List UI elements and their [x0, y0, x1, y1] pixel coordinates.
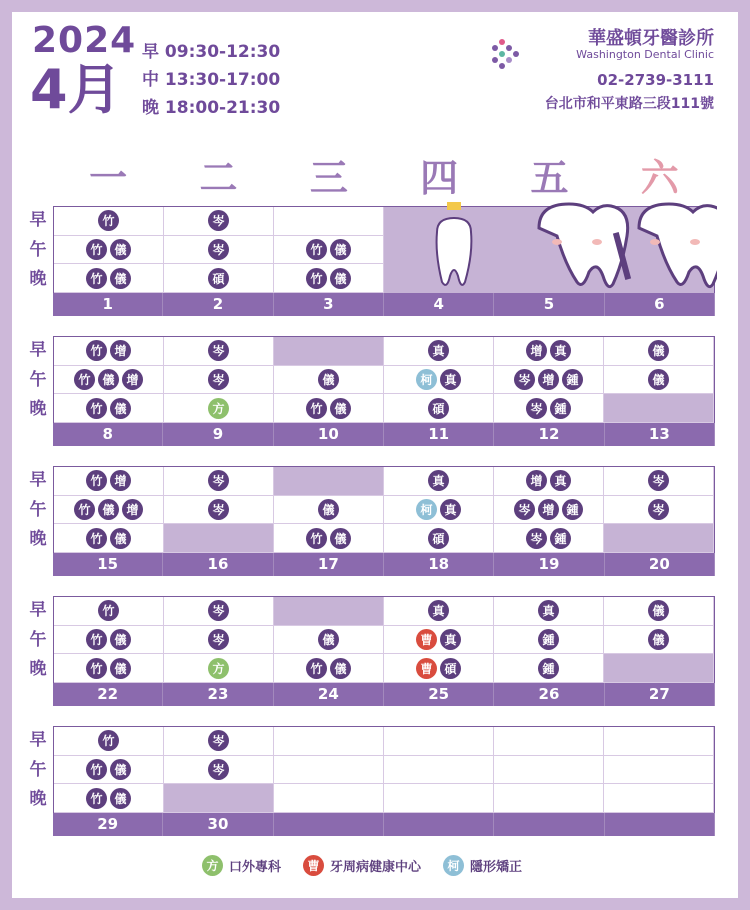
date-number: 22 — [53, 683, 163, 706]
schedule-cell — [54, 496, 164, 525]
doctor-badge: 儀 — [330, 528, 351, 549]
schedule-cell — [164, 467, 274, 496]
gift-tooth-icon — [437, 202, 472, 285]
date-number: 12 — [494, 423, 604, 446]
schedule-page — [12, 12, 738, 898]
doctor-badge: 竹 — [86, 470, 107, 491]
slot-label: 晚 — [29, 399, 47, 419]
week-grid — [53, 596, 715, 684]
schedule-cell — [604, 626, 714, 655]
schedule-cell — [164, 394, 274, 423]
schedule-cell — [54, 756, 164, 785]
date-number: 20 — [605, 553, 715, 576]
schedule-cell — [274, 496, 384, 525]
doctor-badge: 儀 — [110, 759, 131, 780]
slot-labels — [26, 206, 50, 295]
month-label: 4月 — [30, 58, 122, 121]
schedule-cell — [54, 394, 164, 423]
doctor-badge: 柯 — [416, 499, 437, 520]
clinic-info — [545, 24, 714, 113]
doctor-badge: 岑 — [208, 369, 229, 390]
schedule-cell — [494, 626, 604, 655]
doctor-badge: 岑 — [208, 499, 229, 520]
legend-item — [303, 855, 421, 876]
doctor-badge: 鍾 — [538, 629, 559, 650]
doctor-badge: 方 — [208, 658, 229, 679]
date-number: 1 — [53, 293, 163, 316]
legend-item — [443, 855, 522, 876]
schedule-cell — [384, 496, 494, 525]
date-number: 11 — [384, 423, 494, 446]
schedule-cell — [164, 597, 274, 626]
schedule-cell — [384, 337, 494, 366]
slot-label: 午 — [29, 239, 47, 260]
doctor-badge: 真 — [440, 369, 461, 390]
clinic-logo-icon — [487, 34, 527, 74]
doctor-badge: 竹 — [74, 499, 95, 520]
weekday-header — [53, 147, 715, 202]
date-number: 30 — [163, 813, 273, 836]
hours-afternoon: 中 13:30-17:00 — [142, 70, 281, 90]
doctor-badge: 岑 — [526, 398, 547, 419]
doctor-badge: 儀 — [648, 600, 669, 621]
schedule-cell — [494, 467, 604, 496]
doctor-badge: 岑 — [648, 499, 669, 520]
date-number — [605, 813, 715, 836]
doctor-badge: 儀 — [318, 369, 339, 390]
doctor-badge: 儀 — [110, 528, 131, 549]
legend-label: 口外專科 — [229, 860, 282, 875]
doctor-badge: 岑 — [208, 730, 229, 751]
doctor-badge: 鍾 — [562, 499, 583, 520]
doctor-badge: 儀 — [110, 398, 131, 419]
slot-label: 晚 — [29, 659, 47, 679]
slot-label: 早 — [29, 340, 47, 360]
doctor-badge: 岑 — [208, 759, 229, 780]
date-number: 25 — [384, 683, 494, 706]
weekday-sat: 六 — [640, 156, 679, 200]
slot-label: 早 — [29, 470, 47, 490]
tooth-with-brush-icon — [539, 204, 631, 287]
schedule-cell — [494, 337, 604, 366]
slot-label: 晚 — [29, 269, 47, 289]
doctor-badge: 鍾 — [550, 528, 571, 549]
slot-labels — [26, 336, 50, 425]
doctor-badge: 竹 — [86, 239, 107, 260]
schedule-cell — [164, 236, 274, 265]
schedule-cell — [274, 264, 384, 293]
schedule-cell — [274, 207, 384, 236]
schedule-cell — [384, 597, 494, 626]
doctor-badge: 曹 — [416, 629, 437, 650]
schedule-cell — [274, 756, 384, 785]
week-grid — [53, 726, 715, 814]
schedule-cell — [604, 467, 714, 496]
schedule-cell — [494, 756, 604, 785]
schedule-cell — [274, 626, 384, 655]
schedule-cell — [384, 524, 494, 553]
schedule-cell — [604, 654, 714, 683]
schedule-cell — [604, 784, 714, 813]
schedule-cell — [274, 727, 384, 756]
schedule-cell — [384, 756, 494, 785]
doctor-badge: 鍾 — [550, 398, 571, 419]
clinic-phone: 02-2739-3111 — [597, 71, 714, 89]
date-number: 17 — [274, 553, 384, 576]
schedule-cell — [384, 467, 494, 496]
schedule-cell — [274, 524, 384, 553]
doctor-badge: 真 — [538, 600, 559, 621]
slot-label: 早 — [29, 730, 47, 750]
weekday-wed: 三 — [309, 156, 348, 200]
hours-morning: 早 09:30-12:30 — [142, 42, 281, 62]
schedule-cell — [494, 366, 604, 395]
weekday-tue: 二 — [199, 156, 238, 200]
schedule-cell — [54, 467, 164, 496]
doctor-badge: 儀 — [98, 369, 119, 390]
doctor-badge: 增 — [538, 369, 559, 390]
date-number: 8 — [53, 423, 163, 446]
weekday-thu: 四 — [420, 156, 459, 200]
doctor-badge: 增 — [110, 340, 131, 361]
doctor-badge: 岑 — [208, 210, 229, 231]
date-number — [384, 813, 494, 836]
doctor-badge: 竹 — [74, 369, 95, 390]
doctor-badge: 岑 — [648, 470, 669, 491]
doctor-badge: 竹 — [306, 658, 327, 679]
date-number: 13 — [605, 423, 715, 446]
schedule-cell — [54, 727, 164, 756]
doctor-badge: 竹 — [98, 600, 119, 621]
doctor-badge: 真 — [440, 629, 461, 650]
schedule-cell — [54, 784, 164, 813]
schedule-cell — [604, 394, 714, 423]
schedule-cell — [54, 236, 164, 265]
schedule-cell — [274, 654, 384, 683]
schedule-cell — [54, 264, 164, 293]
slot-label: 午 — [29, 369, 47, 390]
doctor-badge: 竹 — [86, 658, 107, 679]
schedule-cell — [164, 496, 274, 525]
doctor-badge: 鍾 — [538, 658, 559, 679]
doctor-badge: 碩 — [208, 268, 229, 289]
slot-labels — [26, 726, 50, 815]
legend-label: 隱形矯正 — [470, 860, 523, 875]
schedule-cell — [384, 394, 494, 423]
date-number: 16 — [163, 553, 273, 576]
schedule-cell — [164, 784, 274, 813]
doctor-badge: 柯 — [416, 369, 437, 390]
schedule-cell — [54, 524, 164, 553]
doctor-badge: 儀 — [648, 629, 669, 650]
week-grid — [53, 466, 715, 554]
schedule-cell — [494, 394, 604, 423]
doctor-badge: 竹 — [86, 340, 107, 361]
slot-label: 午 — [29, 629, 47, 650]
schedule-cell — [274, 467, 384, 496]
clinic-address: 台北市和平東路三段111號 — [544, 96, 714, 112]
clinic-name: 華盛頓牙醫診所 — [588, 28, 714, 49]
doctor-badge: 方 — [208, 398, 229, 419]
schedule-cell — [164, 626, 274, 655]
schedule-cell — [604, 597, 714, 626]
schedule-cell — [494, 597, 604, 626]
date-bar — [53, 423, 715, 446]
doctor-badge: 竹 — [306, 398, 327, 419]
date-number: 18 — [384, 553, 494, 576]
schedule-cell — [54, 207, 164, 236]
schedule-cell — [384, 654, 494, 683]
happy-tooth-icon — [639, 204, 717, 287]
doctor-badge: 真 — [550, 340, 571, 361]
doctor-badge: 增 — [526, 470, 547, 491]
week-grid — [53, 336, 715, 424]
date-number: 29 — [53, 813, 163, 836]
doctor-badge: 碩 — [428, 528, 449, 549]
doctor-badge: 曹 — [416, 658, 437, 679]
schedule-cell — [54, 366, 164, 395]
clinic-hours — [142, 38, 280, 122]
schedule-cell — [164, 524, 274, 553]
schedule-cell — [604, 727, 714, 756]
doctor-badge: 儀 — [110, 658, 131, 679]
doctor-badge: 岑 — [208, 470, 229, 491]
doctor-badge: 鍾 — [562, 369, 583, 390]
schedule-cell — [274, 236, 384, 265]
doctor-badge: 儀 — [110, 788, 131, 809]
date-number: 15 — [53, 553, 163, 576]
schedule-cell — [164, 727, 274, 756]
schedule-cell — [274, 597, 384, 626]
schedule-cell — [494, 784, 604, 813]
doctor-badge: 真 — [550, 470, 571, 491]
doctor-badge: 岑 — [208, 239, 229, 260]
doctor-badge: 儀 — [330, 658, 351, 679]
doctor-badge: 竹 — [86, 788, 107, 809]
schedule-cell — [604, 496, 714, 525]
doctor-badge: 岑 — [208, 629, 229, 650]
doctor-badge: 岑 — [208, 600, 229, 621]
schedule-cell — [54, 654, 164, 683]
date-number — [274, 813, 384, 836]
doctor-badge: 儀 — [330, 268, 351, 289]
schedule-cell — [274, 784, 384, 813]
doctor-badge: 碩 — [440, 658, 461, 679]
doctor-badge: 真 — [428, 470, 449, 491]
slot-labels — [26, 466, 50, 555]
doctor-badge: 儀 — [318, 629, 339, 650]
schedule-cell — [384, 727, 494, 756]
schedule-cell — [164, 366, 274, 395]
schedule-cell — [604, 756, 714, 785]
schedule-cell — [384, 784, 494, 813]
year-label: 2024 — [32, 20, 137, 61]
weekday-mon: 一 — [89, 156, 128, 200]
slot-label: 早 — [29, 600, 47, 620]
schedule-cell — [384, 626, 494, 655]
schedule-cell — [494, 727, 604, 756]
schedule-cell — [164, 756, 274, 785]
date-number: 6 — [605, 293, 715, 316]
date-number: 3 — [274, 293, 384, 316]
schedule-cell — [164, 264, 274, 293]
tooth-mascots-illustration — [397, 202, 717, 297]
slot-label: 晚 — [29, 529, 47, 549]
doctor-badge: 儀 — [110, 629, 131, 650]
date-number: 9 — [163, 423, 273, 446]
date-number: 23 — [163, 683, 273, 706]
doctor-badge: 岑 — [526, 528, 547, 549]
schedule-cell — [494, 524, 604, 553]
doctor-badge: 竹 — [86, 268, 107, 289]
doctor-badge: 竹 — [98, 730, 119, 751]
doctor-badge: 儀 — [98, 499, 119, 520]
date-number: 2 — [163, 293, 273, 316]
date-number: 24 — [274, 683, 384, 706]
doctor-badge: 真 — [428, 600, 449, 621]
slot-labels — [26, 596, 50, 685]
date-number — [494, 813, 604, 836]
schedule-cell — [164, 337, 274, 366]
schedule-cell — [604, 337, 714, 366]
legend — [202, 855, 522, 876]
schedule-cell — [604, 366, 714, 395]
doctor-badge: 儀 — [330, 398, 351, 419]
doctor-badge: 竹 — [86, 528, 107, 549]
schedule-cell — [54, 597, 164, 626]
doctor-badge: 岑 — [514, 499, 535, 520]
date-number: 5 — [494, 293, 604, 316]
doctor-badge: 儀 — [330, 239, 351, 260]
doctor-badge: 增 — [526, 340, 547, 361]
date-number: 4 — [384, 293, 494, 316]
doctor-badge: 竹 — [306, 268, 327, 289]
doctor-badge: 碩 — [428, 398, 449, 419]
slot-label: 午 — [29, 759, 47, 780]
doctor-badge: 儀 — [648, 340, 669, 361]
schedule-cell — [274, 366, 384, 395]
doctor-badge: 增 — [122, 499, 143, 520]
doctor-badge: 增 — [110, 470, 131, 491]
date-number: 26 — [494, 683, 604, 706]
schedule-cell — [384, 366, 494, 395]
legend-badge-invisalign: 柯 — [443, 855, 464, 876]
doctor-badge: 真 — [428, 340, 449, 361]
date-number: 10 — [274, 423, 384, 446]
doctor-badge: 竹 — [86, 759, 107, 780]
doctor-badge: 竹 — [98, 210, 119, 231]
legend-badge-periodontal: 曹 — [303, 855, 324, 876]
doctor-badge: 竹 — [86, 398, 107, 419]
doctor-badge: 增 — [538, 499, 559, 520]
schedule-cell — [54, 626, 164, 655]
schedule-cell — [604, 524, 714, 553]
doctor-badge: 儀 — [318, 499, 339, 520]
weekday-fri: 五 — [530, 156, 569, 200]
doctor-badge: 竹 — [86, 629, 107, 650]
schedule-cell — [164, 207, 274, 236]
date-number: 27 — [605, 683, 715, 706]
doctor-badge: 竹 — [306, 528, 327, 549]
doctor-badge: 岑 — [208, 340, 229, 361]
doctor-badge: 竹 — [306, 239, 327, 260]
schedule-cell — [494, 496, 604, 525]
doctor-badge: 儀 — [648, 369, 669, 390]
slot-label: 晚 — [29, 789, 47, 809]
schedule-cell — [274, 337, 384, 366]
doctor-badge: 增 — [122, 369, 143, 390]
legend-badge-oral-surgery: 方 — [202, 855, 223, 876]
schedule-cell — [274, 394, 384, 423]
doctor-badge: 岑 — [514, 369, 535, 390]
legend-item — [202, 855, 281, 876]
clinic-name-en: Washington Dental Clinic — [576, 48, 714, 61]
date-number: 19 — [494, 553, 604, 576]
doctor-badge: 儀 — [110, 268, 131, 289]
date-bar — [53, 813, 715, 836]
date-bar — [53, 683, 715, 706]
schedule-cell — [164, 654, 274, 683]
hours-evening: 晚 18:00-21:30 — [142, 98, 281, 118]
doctor-badge: 儀 — [110, 239, 131, 260]
doctor-badge: 真 — [440, 499, 461, 520]
schedule-cell — [54, 337, 164, 366]
slot-label: 午 — [29, 499, 47, 520]
legend-label: 牙周病健康中心 — [330, 860, 422, 875]
date-bar — [53, 553, 715, 576]
schedule-cell — [494, 654, 604, 683]
slot-label: 早 — [29, 210, 47, 230]
